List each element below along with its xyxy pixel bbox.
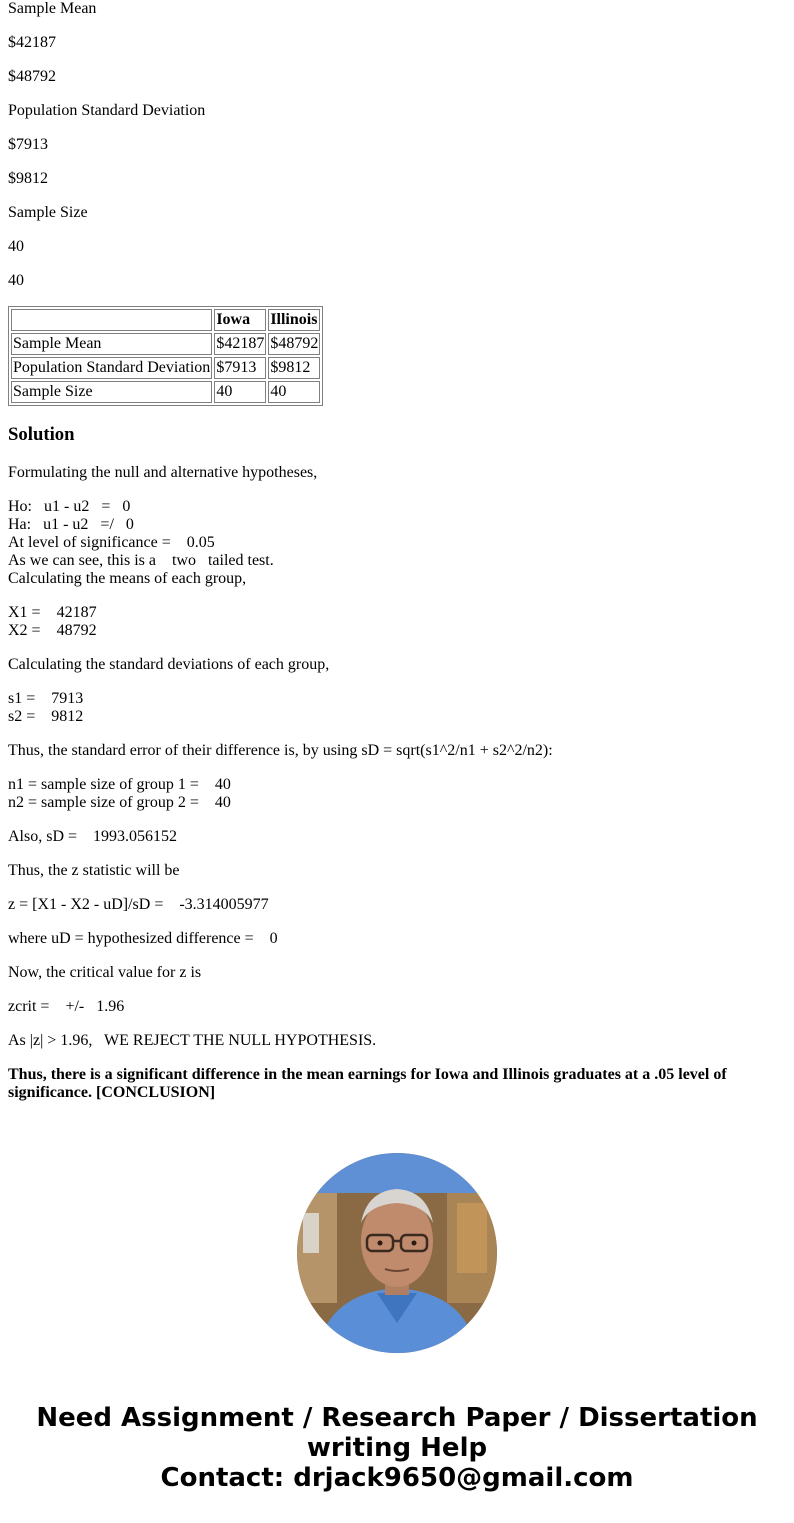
cta-line-2: writing Help bbox=[306, 1433, 488, 1463]
sd-value: Also, sD = 1993.056152 bbox=[8, 828, 178, 845]
table-cell: Sample Mean bbox=[11, 333, 212, 355]
ud-value: where uD = hypothesized difference = 0 bbox=[8, 930, 278, 947]
sample-size-iowa: 40 bbox=[8, 238, 24, 255]
table-cell: Sample Size bbox=[11, 381, 212, 403]
s2-value: s2 = 9812 bbox=[8, 708, 84, 725]
table-header-cell bbox=[11, 309, 212, 331]
x1-value: X1 = 42187 bbox=[8, 604, 97, 621]
table-cell: $9812 bbox=[268, 357, 320, 379]
table-cell: 40 bbox=[268, 381, 320, 403]
table-row bbox=[11, 357, 320, 379]
sds-block bbox=[8, 690, 786, 726]
crit-intro-text: Now, the critical value for z is bbox=[8, 964, 202, 981]
significance-level: At level of significance = 0.05 bbox=[8, 534, 215, 551]
table-cell: 40 bbox=[214, 381, 266, 403]
z-intro-text: Thus, the z statistic will be bbox=[8, 862, 180, 879]
table-cell: $42187 bbox=[214, 333, 266, 355]
table-cell: $48792 bbox=[268, 333, 320, 355]
alt-hypothesis: Ha: u1 - u2 =/ 0 bbox=[8, 516, 134, 533]
cta-line-1: Need Assignment / Research Paper / Dissertation bbox=[36, 1403, 758, 1433]
table-header-cell: Illinois bbox=[268, 309, 320, 331]
calc-means-text: Calculating the means of each group, bbox=[8, 570, 247, 587]
author-portrait-icon bbox=[297, 1153, 497, 1353]
document bbox=[8, 0, 786, 1118]
table-header-row bbox=[11, 309, 320, 331]
table-header-cell: Iowa bbox=[214, 309, 266, 331]
sample-size-illinois: 40 bbox=[8, 272, 24, 289]
solution-heading: Solution bbox=[8, 424, 75, 445]
reject-text: As |z| > 1.96, WE REJECT THE NULL HYPOTHESIS. bbox=[8, 1032, 377, 1049]
sample-mean-illinois: $48792 bbox=[8, 68, 56, 85]
sizes-block bbox=[8, 776, 786, 812]
table-cell: $7913 bbox=[214, 357, 266, 379]
conclusion-text: Thus, there is a significant difference in the mean earnings for Iowa and Illinois graduates at a .05 level of significance. [CONCLUSION] bbox=[8, 1066, 727, 1101]
std-error-text: Thus, the standard error of their difference is, by using sD = sqrt(s1^2/n1 + s2^2/n2): bbox=[8, 742, 553, 759]
table-row bbox=[11, 381, 320, 403]
hypotheses-block bbox=[8, 498, 786, 588]
sample-mean-iowa: $42187 bbox=[8, 34, 56, 51]
sample-size-label: Sample Size bbox=[8, 204, 88, 221]
tailed-test: As we can see, this is a two tailed test. bbox=[8, 552, 274, 569]
pop-sd-iowa: $7913 bbox=[8, 136, 48, 153]
pop-sd-label: Population Standard Deviation bbox=[8, 102, 206, 119]
calc-sds-text: Calculating the standard deviations of each group, bbox=[8, 656, 330, 673]
author-avatar bbox=[297, 1153, 497, 1353]
zcrit-value: zcrit = +/- 1.96 bbox=[8, 998, 125, 1015]
data-table bbox=[8, 306, 323, 406]
table-row bbox=[11, 333, 320, 355]
formulating-text: Formulating the null and alternative hypotheses, bbox=[8, 464, 318, 481]
z-value: z = [X1 - X2 - uD]/sD = -3.314005977 bbox=[8, 896, 269, 913]
null-hypothesis: Ho: u1 - u2 = 0 bbox=[8, 498, 131, 515]
n2-value: n2 = sample size of group 2 = 40 bbox=[8, 794, 231, 811]
pop-sd-illinois: $9812 bbox=[8, 170, 48, 187]
sample-mean-label: Sample Mean bbox=[8, 0, 97, 17]
means-block bbox=[8, 604, 786, 640]
table-cell: Population Standard Deviation bbox=[11, 357, 212, 379]
contact-banner bbox=[0, 1403, 794, 1493]
n1-value: n1 = sample size of group 1 = 40 bbox=[8, 776, 231, 793]
s1-value: s1 = 7913 bbox=[8, 690, 84, 707]
x2-value: X2 = 48792 bbox=[8, 622, 97, 639]
cta-line-3: Contact: drjack9650@gmail.com bbox=[160, 1463, 634, 1493]
